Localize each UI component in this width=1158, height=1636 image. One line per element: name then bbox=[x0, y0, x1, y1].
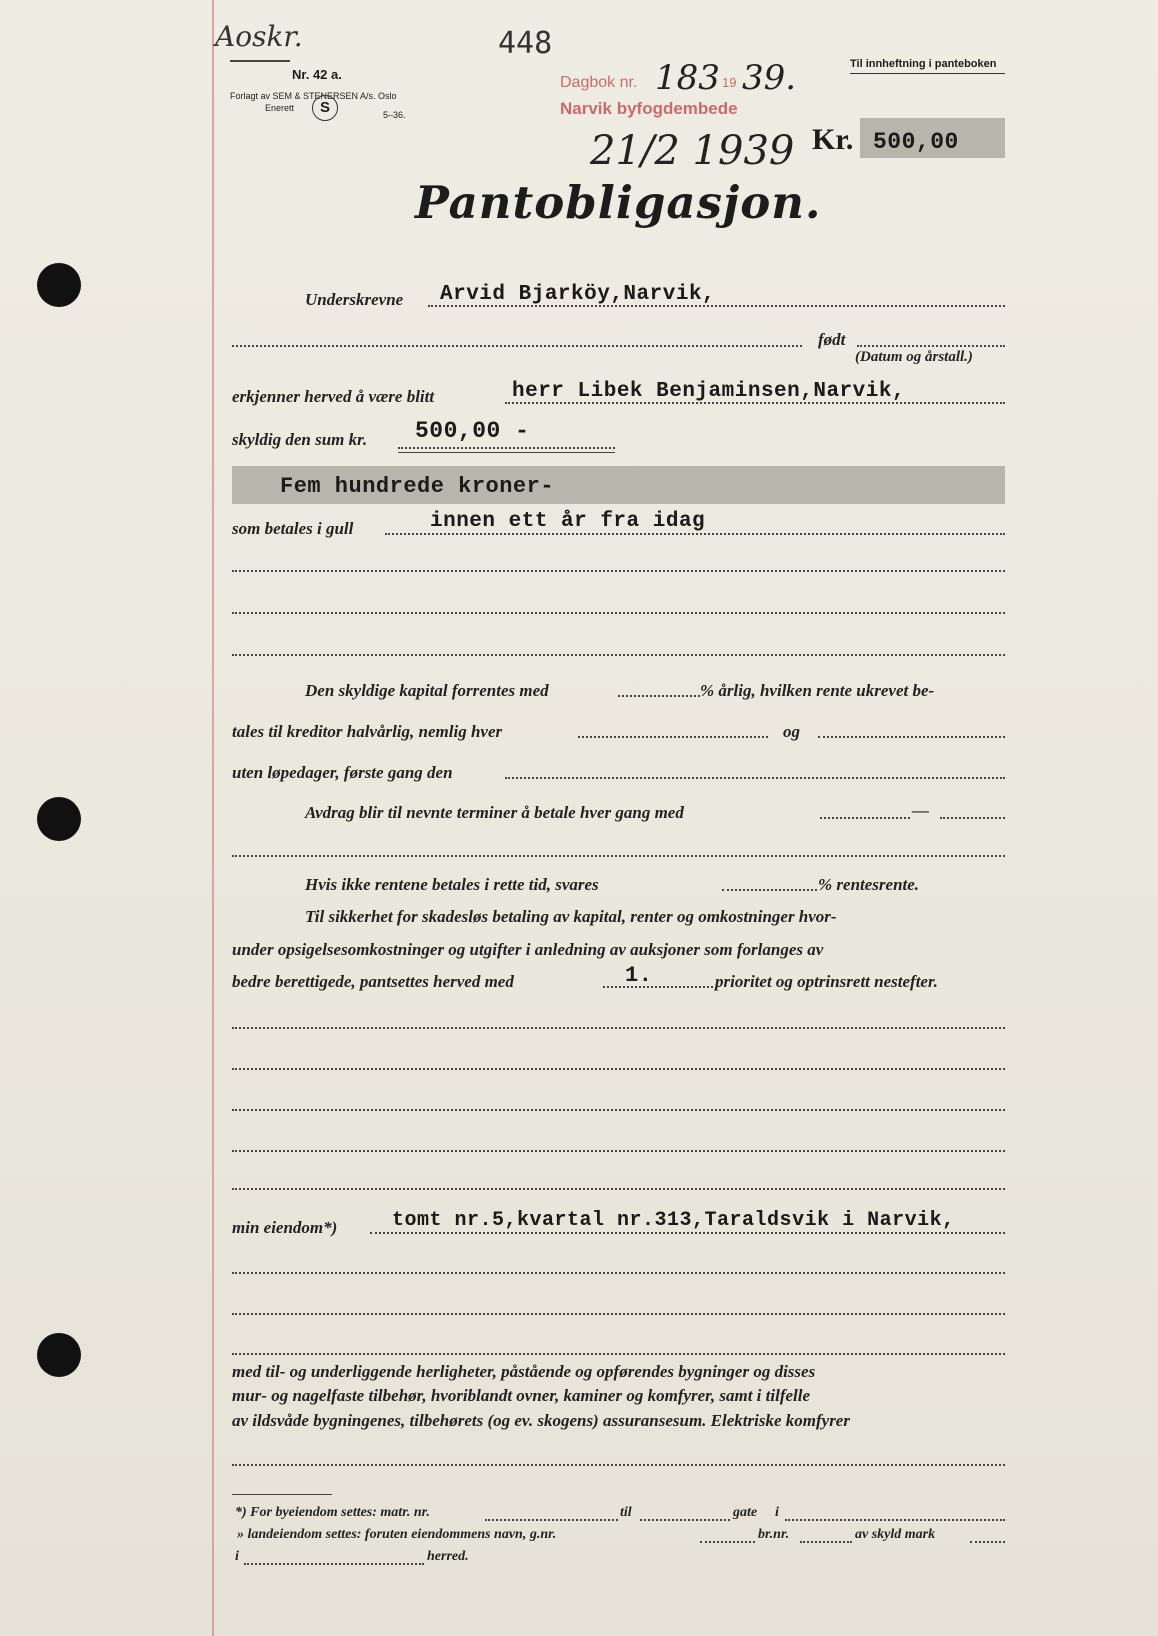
installment-text: Avdrag blir til nevnte terminer å betale hver gang med bbox=[305, 803, 684, 822]
blank-line bbox=[232, 1150, 1005, 1152]
creditor-value: herr Libek Benjaminsen,Narvik, bbox=[512, 380, 906, 403]
publisher-line: Forlagt av SEM & STENERSEN A/s. Oslo bbox=[230, 91, 397, 101]
property-label: min eiendom*) bbox=[232, 1218, 338, 1237]
amount-value: 500,00 bbox=[873, 129, 959, 155]
blank-line bbox=[232, 1109, 1005, 1111]
dagbok-label: Dagbok nr. bbox=[560, 74, 638, 91]
owe-line bbox=[398, 447, 615, 449]
penalty-rest: % rentesrente. bbox=[818, 875, 920, 894]
security-line-2: under opsigelsesomkostninger og utgifter i anledning av auksjoner som forlanges av bbox=[232, 940, 824, 959]
form-number: Nr. 42 a. bbox=[292, 67, 342, 82]
footnote-line-2a: » landeiendom settes: foruten eiendommens navn, g.nr. bbox=[237, 1527, 557, 1542]
footnote-dots bbox=[700, 1541, 755, 1543]
installment-dash: — bbox=[912, 801, 929, 820]
acknowledge-label: erkjenner herved å være blitt bbox=[232, 387, 435, 406]
footnote-line-1a: *) For byeiendom settes: matr. nr. bbox=[235, 1505, 430, 1520]
footnote-line-1c: gate bbox=[733, 1505, 758, 1520]
binding-note: Til innheftning i panteboken bbox=[850, 58, 997, 70]
amount-label: Kr. bbox=[812, 123, 854, 156]
footnote-line-2b: br.nr. bbox=[758, 1527, 790, 1542]
halfyear-line-2 bbox=[818, 736, 1005, 738]
punch-hole-top bbox=[37, 263, 81, 307]
blank-line bbox=[232, 1272, 1005, 1274]
punch-hole-bottom bbox=[37, 1333, 81, 1377]
footnote-line-3b: herred. bbox=[427, 1549, 469, 1564]
property-value: tomt nr.5,kvartal nr.313,Taraldsvik i Narvik, bbox=[392, 1209, 955, 1232]
born-line bbox=[857, 345, 1005, 347]
owe-value: 500,00 - bbox=[415, 418, 530, 444]
handwritten-date: 21/2 1939 bbox=[590, 128, 795, 174]
blank-line bbox=[232, 1027, 1005, 1029]
halfyear-text: tales til kreditor halvårlig, nemlig hver bbox=[232, 722, 503, 741]
installment-line bbox=[820, 817, 910, 819]
born-note: (Datum og årstall.) bbox=[855, 349, 973, 365]
penalty-text: Hvis ikke rentene betales i rette tid, svares bbox=[305, 875, 599, 894]
footnote-dots bbox=[485, 1519, 618, 1521]
punch-hole-middle bbox=[37, 797, 81, 841]
born-label: født bbox=[818, 330, 846, 349]
property-line bbox=[370, 1232, 1005, 1234]
publisher-code: 5–36. bbox=[383, 110, 406, 120]
footnote-dots bbox=[800, 1541, 852, 1543]
pay-line bbox=[385, 533, 1005, 535]
due-line bbox=[505, 777, 1005, 779]
undersigned-value: Arvid Bjarköy,Narvik, bbox=[440, 283, 716, 306]
court-stamp: Narvik byfogdembede bbox=[560, 99, 738, 118]
footnote-line-1b: til bbox=[620, 1505, 632, 1520]
footnote-line-2c: av skyld mark bbox=[855, 1527, 936, 1542]
dagbok-number: 183 bbox=[655, 58, 720, 98]
due-text: uten løpedager, første gang den bbox=[232, 763, 453, 782]
owe-rule bbox=[398, 452, 615, 453]
blank-line bbox=[232, 570, 1005, 572]
halfyear-line-1 bbox=[578, 736, 768, 738]
security-line-1: Til sikkerhet for skadesløs betaling av kapital, renter og omkostninger hvor- bbox=[305, 907, 837, 926]
header-stroke bbox=[230, 60, 290, 62]
footnote-rule bbox=[232, 1494, 332, 1495]
corner-note: Aoskr. bbox=[215, 20, 303, 53]
footnote-line-3a: i bbox=[235, 1549, 239, 1564]
interest-rate-line bbox=[618, 695, 700, 697]
installment-line-2 bbox=[940, 817, 1005, 819]
margin-line bbox=[212, 0, 214, 1636]
owe-label: skyldig den sum kr. bbox=[232, 430, 368, 449]
interest-text: Den skyldige kapital forrentes med bbox=[305, 681, 549, 700]
undersigned-line-2 bbox=[232, 345, 802, 347]
priority-line bbox=[603, 986, 713, 988]
blank-line bbox=[232, 1068, 1005, 1070]
blank-line bbox=[232, 1353, 1005, 1355]
footnote-dots bbox=[785, 1519, 1005, 1521]
blank-line bbox=[232, 654, 1005, 656]
folio-number: 448 bbox=[498, 26, 553, 61]
document-title: Pantobligasjon. bbox=[415, 176, 822, 229]
blank-line bbox=[232, 1313, 1005, 1315]
binding-rule bbox=[850, 73, 1005, 74]
appurtenances-line-2: mur- og nagelfaste tilbehør, hvoriblandt ovner, kaminer og komfyrer, samt i tilfelle bbox=[232, 1386, 811, 1405]
footnote-dots bbox=[640, 1519, 730, 1521]
blank-line bbox=[232, 1464, 1005, 1466]
pay-label: som betales i gull bbox=[232, 519, 354, 538]
blank-line bbox=[232, 1188, 1005, 1190]
publisher-logo: S bbox=[312, 95, 338, 121]
priority-value: 1. bbox=[625, 963, 653, 988]
sum-words: Fem hundrede kroner- bbox=[280, 474, 555, 499]
footnote-line-1d: i bbox=[775, 1505, 779, 1520]
publisher-enerett: Enerett bbox=[265, 103, 295, 113]
blank-line bbox=[232, 855, 1005, 857]
halfyear-og: og bbox=[783, 722, 800, 741]
blank-line bbox=[232, 612, 1005, 614]
interest-rest: % årlig, hvilken rente ukrevet be- bbox=[700, 681, 935, 700]
footnote-dots bbox=[244, 1563, 424, 1565]
pay-value: innen ett år fra idag bbox=[430, 510, 706, 533]
year-suffix: 39. bbox=[742, 58, 797, 98]
appurtenances-line-1: med til- og underliggende herligheter, påstående og opførendes bygninger og disses bbox=[232, 1362, 816, 1381]
security-line-3b: prioritet og optrinsrett nestefter. bbox=[715, 972, 938, 991]
undersigned-label: Underskrevne bbox=[305, 290, 404, 309]
year-prefix: 19 bbox=[722, 75, 737, 90]
penalty-line bbox=[722, 889, 817, 891]
appurtenances-line-3: av ildsvåde bygningenes, tilbehørets (og ev. skogens) assuransesum. Elektriske komfyrer bbox=[232, 1411, 850, 1430]
security-line-3a: bedre berettigede, pantsettes herved med bbox=[232, 972, 514, 991]
footnote-dots bbox=[970, 1541, 1005, 1543]
